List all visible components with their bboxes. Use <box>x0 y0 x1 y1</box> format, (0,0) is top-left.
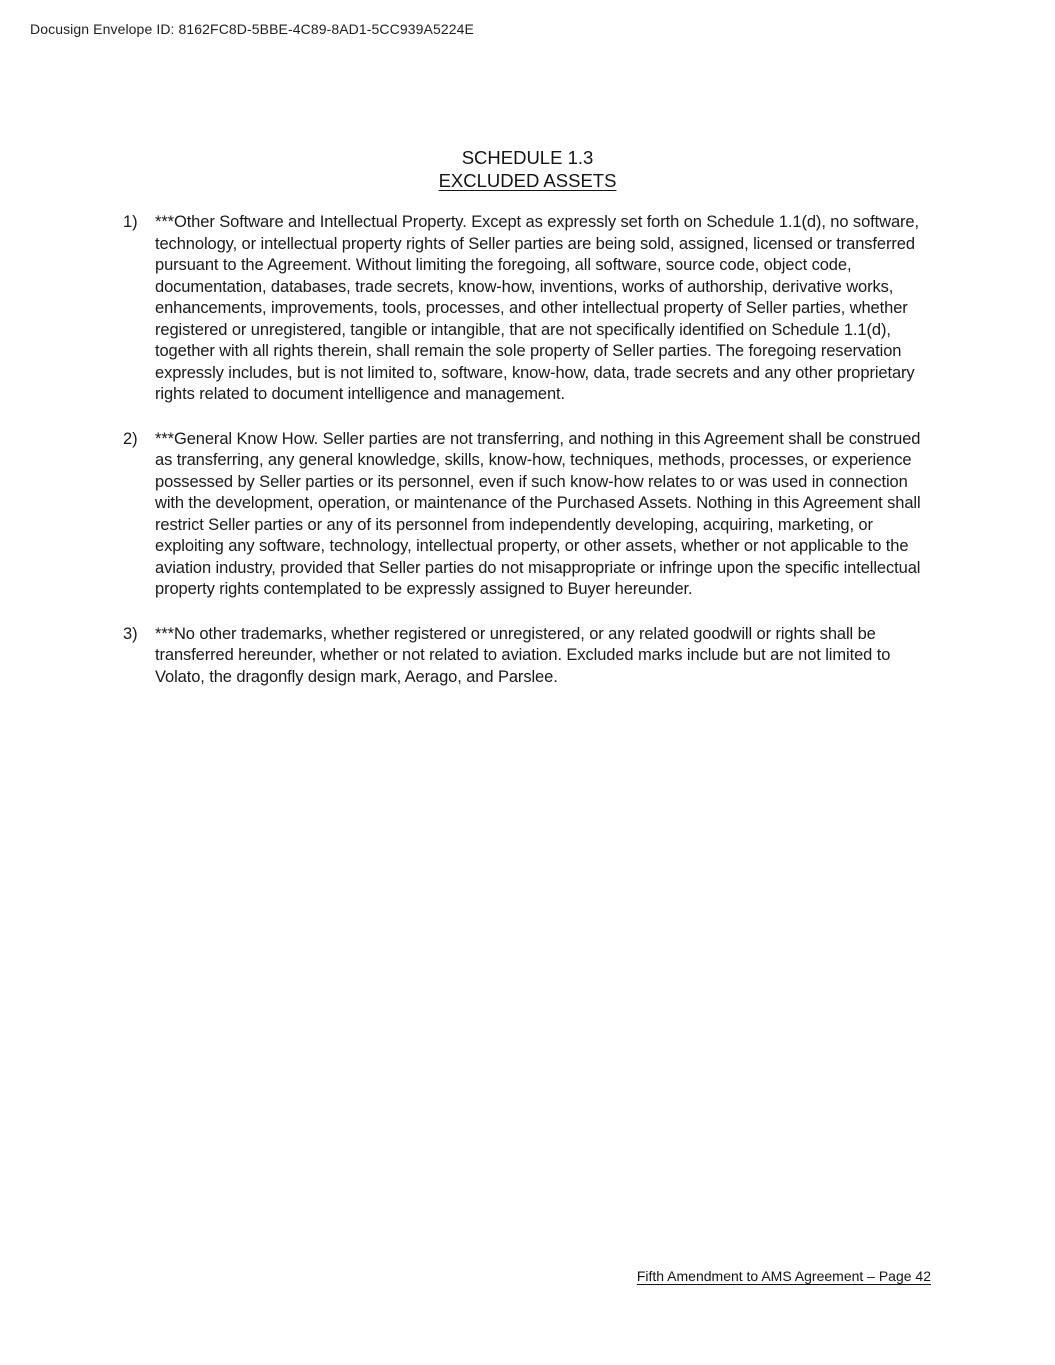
list-item-1 <box>123 212 935 406</box>
list-item-2 <box>123 429 935 601</box>
item-text: ***Other Software and Intellectual Property. Except as expressly set forth on Schedule 1.1(d), no software, technology, or intellectual property rights of Seller parties are being sold, assigned, licensed or transferred pursuant to the Agreement. Without limiting the foregoing, all software, source code, object code, documentation, databases, trade secrets, know-how, inventions, works of authorship, derivative works, enhancements, improvements, tools, processes, and other intellectual property of Seller parties, whether registered or unregistered, tangible or intangible, that are not specifically identified on Schedule 1.1(d), together with all rights therein, shall remain the sole property of Seller parties. The foregoing reservation expressly includes, but is not limited to, software, know-how, data, trade secrets and any other proprietary rights related to document intelligence and management. <box>155 213 919 403</box>
page-footer: Fifth Amendment to AMS Agreement – Page 42 <box>636 1268 931 1284</box>
item-text: ***General Know How. Seller parties are not transferring, and nothing in this Agreement shall be construed as transferring, any general knowledge, skills, know-how, techniques, methods, processes, or experience possessed by Seller parties or its personnel, even if such know-how relates to or was used in connection with the development, operation, or maintenance of the Purchased Assets. Nothing in this Agreement shall restrict Seller parties or any of its personnel from independently developing, acquiring, marketing, or exploiting any software, technology, intellectual property, or other assets, whether or not applicable to the aviation industry, provided that Seller parties do not misappropriate or infringe upon the specific intellectual property rights contemplated to be expressly assigned to Buyer hereunder. <box>155 429 921 598</box>
item-number: 3) <box>123 624 138 643</box>
schedule-title: SCHEDULE 1.3 <box>461 147 594 168</box>
docusign-envelope-id: Docusign Envelope ID: 8162FC8D-5BBE-4C89-8AD1-5CC939A5224E <box>30 21 474 37</box>
item-number: 2) <box>123 429 138 448</box>
item-text: ***No other trademarks, whether registered or unregistered, or any related goodwill or rights shall be transferred hereunder, whether or not related to aviation. Excluded marks include but are not limited to Volato, the dragonfly design mark, Aerago, and Parslee. <box>155 624 891 686</box>
item-number: 1) <box>123 213 138 231</box>
schedule-subtitle: EXCLUDED ASSETS <box>438 170 617 191</box>
numbered-list <box>123 212 935 711</box>
list-item-3 <box>123 624 935 689</box>
document-title-block <box>0 146 1055 192</box>
